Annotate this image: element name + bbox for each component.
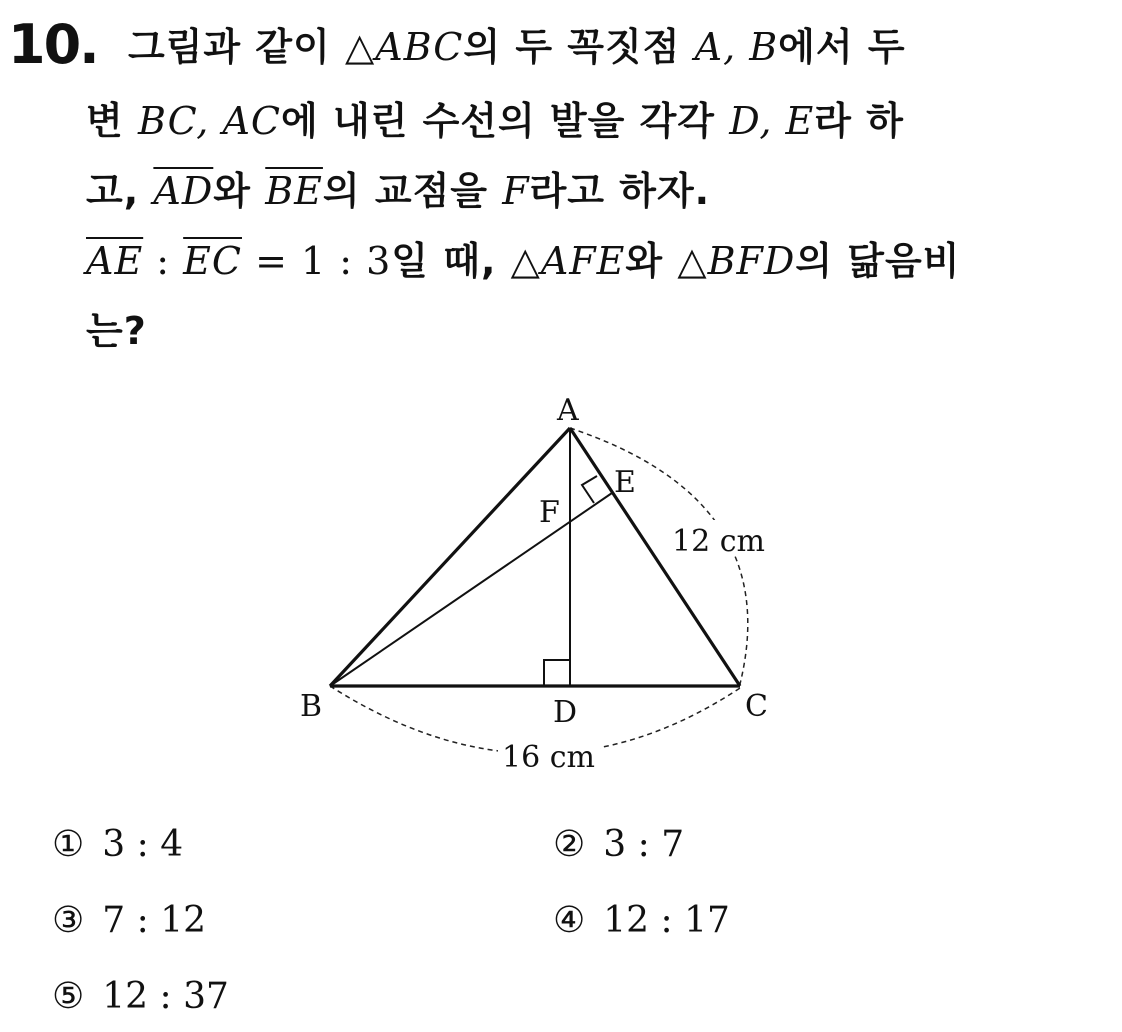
choice-text: 12 : 37 [102,976,229,1017]
math-b: B [736,25,779,69]
text: 와 [213,169,266,213]
choice-5[interactable] [52,974,229,1020]
text: 의 교점을 [322,169,503,213]
label-b: B [300,689,323,724]
choice-number: ④ [553,900,586,941]
math-e: E [772,99,815,143]
segment-ae: $\overline{AE}$ [86,239,144,283]
text: 일 때, [391,239,511,283]
choice-number: ① [52,824,85,865]
problem-line-5: 는? [86,309,147,353]
text: 라 하 [814,99,904,143]
choice-3[interactable] [52,898,206,944]
question-number: 10. [8,13,98,76]
text: 에서 두 [778,25,906,69]
colon: : [143,239,184,283]
text: 고, [86,169,154,213]
text: 에 내린 수선의 발을 각각 [281,99,730,143]
label-c: C [745,689,768,724]
right-angle-mark-d [544,660,570,686]
math-afe: AFE [540,239,626,283]
label-f: F [539,495,560,530]
label-a: A [557,393,579,428]
math-f: F [502,169,530,213]
text: 와 [625,239,678,283]
math-ac: AC [209,99,281,143]
choice-4[interactable] [553,898,730,944]
choice-text: 7 : 12 [102,900,207,941]
choice-number: ② [553,824,586,865]
math-bfd: BFD [707,239,796,283]
text: 라고 하자. [529,169,711,213]
math-abc: ABC [375,25,464,69]
triangle-symbol: △ [510,239,541,283]
ratio-value: = 1 : 3 [241,239,392,283]
choice-text: 3 : 4 [102,824,184,865]
text: 변 [86,99,138,143]
text: 의 두 꼭짓점 [463,25,695,69]
triangle-symbol: △ [677,239,708,283]
choice-text: 3 : 7 [603,824,685,865]
right-angle-mark-e [582,476,597,503]
math-d: D, [729,99,773,143]
length-bc: 16 cm [502,740,595,775]
side-ab [330,428,570,686]
choice-number: ③ [52,900,85,941]
label-d: D [553,695,578,730]
choice-text: 12 : 17 [603,900,730,941]
math-bc: BC, [137,99,210,143]
length-ac: 12 cm [672,524,765,559]
triangle-symbol: △ [345,25,376,69]
segment-ad: $\overline{AD}$ [153,169,214,213]
choice-2[interactable] [553,822,684,868]
segment-be: $\overline{BE}$ [265,169,323,213]
text: 의 닮음비 [795,239,961,283]
choice-number: ⑤ [52,976,85,1017]
text: 그림과 같이 [128,25,345,69]
segment-ec: $\overline{EC}$ [183,239,242,283]
choice-1[interactable] [52,822,183,868]
label-e: E [614,465,636,500]
math-a: A, [694,25,737,69]
